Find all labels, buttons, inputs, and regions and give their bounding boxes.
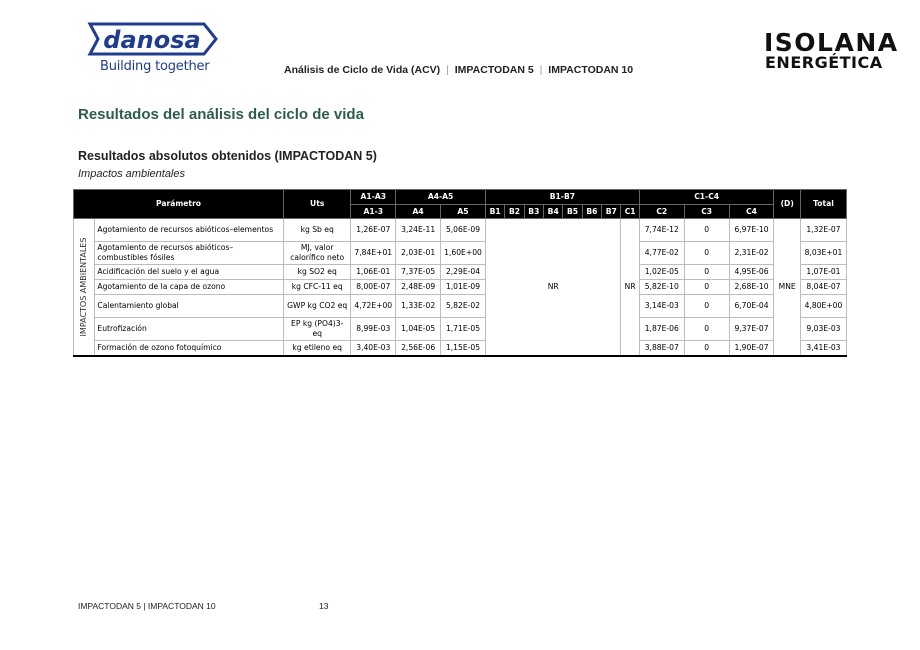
unit-cell: EP kg (PO4)3- eq — [284, 318, 351, 341]
header-c1: C1 — [621, 205, 639, 219]
a4-cell: 2,03E-01 — [396, 242, 441, 265]
a4-cell: 1,33E-02 — [396, 295, 441, 318]
header-product-10: IMPACTODAN 10 — [548, 64, 634, 76]
a4-cell: 2,48E-09 — [396, 280, 441, 295]
a13-cell: 1,06E-01 — [351, 265, 396, 280]
footer-page-number: 13 — [319, 601, 329, 611]
c2-cell: 1,87E-06 — [639, 318, 684, 341]
c3-cell: 0 — [684, 219, 729, 242]
total-cell: 8,04E-07 — [800, 280, 846, 295]
header-b6: B6 — [582, 205, 601, 219]
header-acv: Análisis de Ciclo de Vida (ACV) — [284, 64, 441, 76]
category-label: IMPACTOS AMBIENTALES — [79, 237, 89, 337]
c2-cell: 1,02E-05 — [639, 265, 684, 280]
param-cell: Eutrofización — [95, 318, 284, 341]
danosa-logo-mark — [84, 18, 220, 62]
environmental-impacts-table — [73, 189, 847, 357]
a5-cell: 2,29E-04 — [441, 265, 486, 280]
c3-cell: 0 — [684, 318, 729, 341]
danosa-logo — [84, 18, 220, 80]
a13-cell: 8,99E-03 — [351, 318, 396, 341]
danosa-brand-text: danosa — [103, 26, 201, 54]
header-a4: A4 — [396, 205, 441, 219]
c3-cell: 0 — [684, 280, 729, 295]
a5-cell: 1,01E-09 — [441, 280, 486, 295]
param-cell: Agotamiento de recursos abióticos–elementos — [95, 219, 284, 242]
total-cell: 9,03E-03 — [800, 318, 846, 341]
a5-cell: 5,82E-02 — [441, 295, 486, 318]
header-separator: | — [446, 64, 449, 76]
table-row — [74, 280, 847, 295]
unit-cell: kg CFC-11 eq — [284, 280, 351, 295]
category-cell — [74, 219, 95, 356]
header-a1a3-group: A1-A3 — [351, 190, 396, 205]
isolana-logo-line2: ENERGÉTICA — [765, 53, 883, 72]
header-uts: Uts — [284, 190, 351, 219]
a5-cell: 5,06E-09 — [441, 219, 486, 242]
header-b2: B2 — [505, 205, 524, 219]
header-total: Total — [800, 190, 846, 219]
a4-cell: 7,37E-05 — [396, 265, 441, 280]
param-cell: Agotamiento de recursos abióticos–combustibles fósiles — [95, 242, 284, 265]
header-c3: C3 — [684, 205, 729, 219]
param-cell: Calentamiento global — [95, 295, 284, 318]
c4-cell: 4,95E-06 — [729, 265, 774, 280]
unit-cell: GWP kg CO2 eq — [284, 295, 351, 318]
danosa-tagline: Building together — [100, 59, 210, 74]
c3-cell: 0 — [684, 265, 729, 280]
c4-cell: 2,31E-02 — [729, 242, 774, 265]
header-b1: B1 — [485, 205, 504, 219]
total-cell: 1,07E-01 — [800, 265, 846, 280]
header-b1b7-group: B1-B7 — [485, 190, 639, 205]
header-b7: B7 — [602, 205, 621, 219]
header-separator: | — [539, 64, 543, 76]
a5-cell: 1,15E-05 — [441, 341, 486, 356]
total-cell: 4,80E+00 — [800, 295, 846, 318]
a13-cell: 3,40E-03 — [351, 341, 396, 356]
d-cell: MNE — [774, 219, 801, 356]
header-a5: A5 — [441, 205, 486, 219]
a4-cell: 1,04E-05 — [396, 318, 441, 341]
c1-cell: NR — [621, 219, 639, 356]
c3-cell: 0 — [684, 341, 729, 356]
total-cell: 3,41E-03 — [800, 341, 846, 356]
unit-cell: MJ, valor calorífico neto — [284, 242, 351, 265]
c4-cell: 2,68E-10 — [729, 280, 774, 295]
a13-cell: 1,26E-07 — [351, 219, 396, 242]
isolana-logo — [764, 28, 899, 74]
c3-cell: 0 — [684, 242, 729, 265]
document-header — [284, 64, 633, 76]
subsection-title: Resultados absolutos obtenidos (IMPACTODAN 5) — [78, 149, 377, 163]
table-row — [74, 341, 847, 356]
total-cell: 8,03E+01 — [800, 242, 846, 265]
unit-cell: kg etileno eq — [284, 341, 351, 356]
a5-cell: 1,71E-05 — [441, 318, 486, 341]
total-cell: 1,32E-07 — [800, 219, 846, 242]
a13-cell: 7,84E+01 — [351, 242, 396, 265]
table-row — [74, 219, 847, 242]
isolana-logo-line1: ISOLANA — [764, 28, 899, 57]
subsubsection-title: Impactos ambientales — [78, 168, 185, 180]
header-d: (D) — [774, 190, 801, 219]
c4-cell: 1,90E-07 — [729, 341, 774, 356]
header-a4a5-group: A4-A5 — [396, 190, 486, 205]
c3-cell: 0 — [684, 295, 729, 318]
a4-cell: 3,24E-11 — [396, 219, 441, 242]
c2-cell: 4,77E-02 — [639, 242, 684, 265]
c4-cell: 6,70E-04 — [729, 295, 774, 318]
c2-cell: 3,14E-03 — [639, 295, 684, 318]
header-product-5: IMPACTODAN 5 — [454, 64, 534, 76]
b1-b7-cell: NR — [485, 219, 621, 356]
c2-cell: 3,88E-07 — [639, 341, 684, 356]
footer-doc-label: IMPACTODAN 5 | IMPACTODAN 10 — [78, 601, 216, 611]
param-cell: Acidificación del suelo y el agua — [95, 265, 284, 280]
a13-cell: 8,00E-07 — [351, 280, 396, 295]
c2-cell: 7,74E-12 — [639, 219, 684, 242]
header-a13: A1-3 — [351, 205, 396, 219]
table-row — [74, 318, 847, 341]
a4-cell: 2,56E-06 — [396, 341, 441, 356]
header-parametro: Parámetro — [74, 190, 284, 219]
param-cell: Formación de ozono fotoquímico — [95, 341, 284, 356]
table-row — [74, 265, 847, 280]
c2-cell: 5,82E-10 — [639, 280, 684, 295]
header-c4: C4 — [729, 205, 774, 219]
a13-cell: 4,72E+00 — [351, 295, 396, 318]
c4-cell: 6,97E-10 — [729, 219, 774, 242]
header-b3: B3 — [524, 205, 543, 219]
header-c2: C2 — [639, 205, 684, 219]
section-title: Resultados del análisis del ciclo de vida — [78, 106, 364, 123]
table-row — [74, 242, 847, 265]
param-cell: Agotamiento de la capa de ozono — [95, 280, 284, 295]
header-b4: B4 — [544, 205, 563, 219]
c4-cell: 9,37E-07 — [729, 318, 774, 341]
unit-cell: kg Sb eq — [284, 219, 351, 242]
table-row — [74, 295, 847, 318]
header-c1c4-group: C1-C4 — [639, 190, 774, 205]
unit-cell: kg SO2 eq — [284, 265, 351, 280]
header-b5: B5 — [563, 205, 582, 219]
a5-cell: 1,60E+00 — [441, 242, 486, 265]
